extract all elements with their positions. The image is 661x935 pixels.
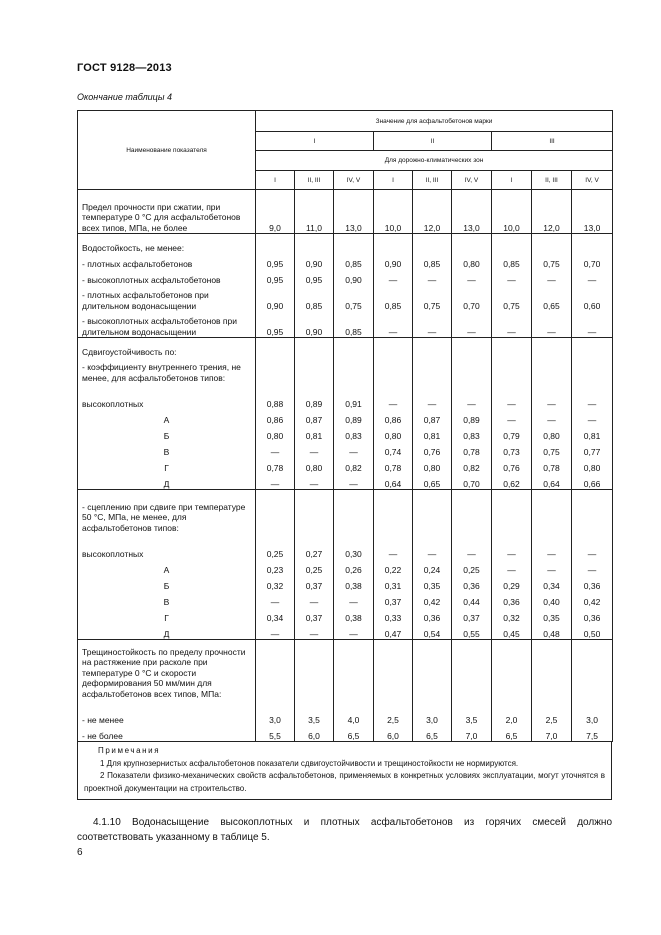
row-label: Г bbox=[78, 607, 256, 623]
value-cell: 0,25 bbox=[256, 533, 295, 559]
value-cell: — bbox=[572, 533, 613, 559]
value-cell: 0,89 bbox=[452, 409, 492, 425]
value-cell: — bbox=[532, 269, 572, 285]
row-label: - высокоплотных асфальтобетонов bbox=[78, 269, 256, 285]
row-label: Г bbox=[78, 457, 256, 473]
value-cell: 0,38 bbox=[334, 575, 374, 591]
value-cell: 0,65 bbox=[413, 473, 452, 490]
zones-header: Для дорожно-климатических зон bbox=[256, 151, 613, 171]
value-cell bbox=[334, 234, 374, 254]
value-cell: 0,87 bbox=[295, 409, 334, 425]
row-label: - высокоплотных асфальтобетонов при длительном водонасыщении bbox=[78, 311, 256, 338]
value-cell bbox=[532, 490, 572, 534]
value-cell: — bbox=[532, 559, 572, 575]
value-cell: 0,85 bbox=[295, 285, 334, 311]
value-cell bbox=[572, 490, 613, 534]
value-cell: 0,83 bbox=[452, 425, 492, 441]
row-label: Трещиностойкость по пределу прочности на растяжение при расколе при температуре 0 °С и скорости деформирования 50 мм/мин для асфальтобетонов всех типов, МПа: bbox=[78, 640, 256, 700]
zone-header: II, III bbox=[532, 171, 572, 190]
value-cell: — bbox=[295, 591, 334, 607]
value-cell: 0,75 bbox=[413, 285, 452, 311]
value-cell: 0,82 bbox=[452, 457, 492, 473]
value-cell: — bbox=[295, 473, 334, 490]
value-cell: — bbox=[492, 533, 532, 559]
value-cell: 0,80 bbox=[532, 425, 572, 441]
row-label: Д bbox=[78, 473, 256, 490]
table-row bbox=[78, 457, 613, 473]
value-cell: — bbox=[572, 383, 613, 409]
value-cell: — bbox=[256, 473, 295, 490]
row-label: - коэффициенту внутреннего трения, не менее, для асфальтобетонов типов: bbox=[78, 357, 256, 383]
value-cell: 0,65 bbox=[532, 285, 572, 311]
table-row bbox=[78, 409, 613, 425]
value-cell: 0,90 bbox=[256, 285, 295, 311]
value-cell bbox=[295, 234, 334, 254]
value-cell: 3,5 bbox=[452, 699, 492, 725]
value-cell: — bbox=[492, 269, 532, 285]
value-group-header: Значение для асфальтобетонов марки bbox=[256, 111, 613, 132]
value-cell: 0,32 bbox=[256, 575, 295, 591]
value-cell bbox=[532, 234, 572, 254]
table-caption: Окончание таблицы 4 bbox=[77, 92, 172, 102]
value-cell: 0,75 bbox=[492, 285, 532, 311]
value-cell: 0,64 bbox=[532, 473, 572, 490]
value-cell: 0,36 bbox=[452, 575, 492, 591]
value-cell bbox=[374, 640, 413, 700]
row-label: высокоплотных bbox=[78, 533, 256, 559]
value-cell: 0,76 bbox=[413, 441, 452, 457]
row-label: Водостойкость, не менее: bbox=[78, 234, 256, 254]
value-cell: 0,22 bbox=[374, 559, 413, 575]
zone-header: I bbox=[256, 171, 295, 190]
value-cell: 0,89 bbox=[295, 383, 334, 409]
value-cell bbox=[413, 234, 452, 254]
value-cell: 0,90 bbox=[374, 253, 413, 269]
value-cell: 0,25 bbox=[452, 559, 492, 575]
zone-header: II, III bbox=[413, 171, 452, 190]
value-cell: 0,70 bbox=[452, 285, 492, 311]
value-cell: 0,85 bbox=[413, 253, 452, 269]
value-cell: 0,78 bbox=[452, 441, 492, 457]
value-cell: — bbox=[334, 441, 374, 457]
value-cell: 0,81 bbox=[295, 425, 334, 441]
table-row bbox=[78, 490, 613, 534]
value-cell: 0,38 bbox=[334, 607, 374, 623]
value-cell: 2,0 bbox=[492, 699, 532, 725]
row-label: Предел прочности при сжатии, при температуре 0 °С для асфальтобетонов всех типов, МПа, не более bbox=[78, 190, 256, 234]
value-cell: — bbox=[572, 559, 613, 575]
value-cell bbox=[492, 338, 532, 358]
value-cell: 6,5 bbox=[413, 725, 452, 742]
value-cell: 0,76 bbox=[492, 457, 532, 473]
zone-header: IV, V bbox=[452, 171, 492, 190]
value-cell bbox=[572, 640, 613, 700]
row-label: А bbox=[78, 409, 256, 425]
table-row bbox=[78, 533, 613, 559]
value-cell: — bbox=[532, 383, 572, 409]
value-cell: 3,0 bbox=[572, 699, 613, 725]
value-cell: — bbox=[532, 533, 572, 559]
value-cell: 0,54 bbox=[413, 623, 452, 640]
value-cell: — bbox=[256, 591, 295, 607]
value-cell: — bbox=[492, 311, 532, 338]
zone-header: I bbox=[374, 171, 413, 190]
value-cell: — bbox=[452, 533, 492, 559]
value-cell bbox=[532, 640, 572, 700]
table-row bbox=[78, 269, 613, 285]
value-cell: 0,85 bbox=[334, 311, 374, 338]
value-cell: 0,80 bbox=[413, 457, 452, 473]
value-cell: 0,31 bbox=[374, 575, 413, 591]
value-cell: 4,0 bbox=[334, 699, 374, 725]
value-cell: 13,0 bbox=[452, 190, 492, 234]
table-row bbox=[78, 253, 613, 269]
table-row bbox=[78, 575, 613, 591]
value-cell: 0,74 bbox=[374, 441, 413, 457]
row-label: Б bbox=[78, 575, 256, 591]
value-cell: 0,34 bbox=[532, 575, 572, 591]
value-cell: 0,50 bbox=[572, 623, 613, 640]
value-cell: 6,5 bbox=[492, 725, 532, 742]
value-cell: 0,42 bbox=[413, 591, 452, 607]
value-cell: — bbox=[413, 383, 452, 409]
row-label: - не менее bbox=[78, 699, 256, 725]
value-cell: 0,35 bbox=[532, 607, 572, 623]
row-label: - плотных асфальтобетонов bbox=[78, 253, 256, 269]
value-cell: 0,95 bbox=[295, 269, 334, 285]
value-cell: 0,80 bbox=[256, 425, 295, 441]
page-number: 6 bbox=[77, 847, 83, 858]
value-cell: 0,37 bbox=[452, 607, 492, 623]
row-label: В bbox=[78, 441, 256, 457]
value-cell: — bbox=[374, 383, 413, 409]
value-cell: 0,75 bbox=[532, 253, 572, 269]
value-cell: 12,0 bbox=[532, 190, 572, 234]
grade-header: II bbox=[374, 132, 492, 151]
value-cell: 13,0 bbox=[572, 190, 613, 234]
row-label: Б bbox=[78, 425, 256, 441]
value-cell: 3,5 bbox=[295, 699, 334, 725]
value-cell bbox=[532, 338, 572, 358]
table-row bbox=[78, 311, 613, 338]
value-cell: — bbox=[256, 441, 295, 457]
table-row bbox=[78, 383, 613, 409]
value-cell: 0,86 bbox=[256, 409, 295, 425]
value-cell: 6,5 bbox=[334, 725, 374, 742]
value-cell: 0,78 bbox=[256, 457, 295, 473]
value-cell: 0,81 bbox=[572, 425, 613, 441]
value-cell: 0,62 bbox=[492, 473, 532, 490]
value-cell bbox=[374, 234, 413, 254]
value-cell bbox=[256, 234, 295, 254]
value-cell: 0,66 bbox=[572, 473, 613, 490]
value-cell: 0,83 bbox=[334, 425, 374, 441]
value-cell bbox=[452, 357, 492, 383]
value-cell bbox=[492, 640, 532, 700]
value-cell: — bbox=[295, 623, 334, 640]
properties-table bbox=[77, 110, 613, 742]
value-cell: — bbox=[572, 311, 613, 338]
value-cell: 0,30 bbox=[334, 533, 374, 559]
value-cell bbox=[256, 338, 295, 358]
table-row bbox=[78, 725, 613, 742]
document-header: ГОСТ 9128—2013 bbox=[77, 62, 172, 74]
value-cell: 0,85 bbox=[334, 253, 374, 269]
value-cell: 7,0 bbox=[452, 725, 492, 742]
value-cell: 0,78 bbox=[374, 457, 413, 473]
value-cell bbox=[295, 338, 334, 358]
grade-header: I bbox=[256, 132, 374, 151]
value-cell: 0,70 bbox=[452, 473, 492, 490]
value-cell bbox=[334, 338, 374, 358]
value-cell bbox=[256, 640, 295, 700]
value-cell: 3,0 bbox=[413, 699, 452, 725]
value-cell bbox=[334, 640, 374, 700]
value-cell: — bbox=[334, 623, 374, 640]
value-cell: 0,36 bbox=[572, 607, 613, 623]
row-label: А bbox=[78, 559, 256, 575]
value-cell: 0,95 bbox=[256, 269, 295, 285]
value-cell: 13,0 bbox=[334, 190, 374, 234]
value-cell: 0,24 bbox=[413, 559, 452, 575]
value-cell bbox=[452, 234, 492, 254]
value-cell: 0,70 bbox=[572, 253, 613, 269]
row-label: - сцеплению при сдвиге при температуре 50 °С, МПа, не менее, для асфальтобетонов типов: bbox=[78, 490, 256, 534]
value-cell bbox=[413, 490, 452, 534]
value-cell: 0,85 bbox=[492, 253, 532, 269]
value-cell: 0,23 bbox=[256, 559, 295, 575]
value-cell: 0,89 bbox=[334, 409, 374, 425]
value-cell: 10,0 bbox=[492, 190, 532, 234]
value-cell: — bbox=[492, 383, 532, 409]
value-cell: 0,77 bbox=[572, 441, 613, 457]
value-cell: 0,82 bbox=[334, 457, 374, 473]
value-cell: 0,60 bbox=[572, 285, 613, 311]
value-cell: 7,5 bbox=[572, 725, 613, 742]
value-cell: 0,55 bbox=[452, 623, 492, 640]
value-cell: 0,37 bbox=[295, 607, 334, 623]
value-cell: 0,29 bbox=[492, 575, 532, 591]
value-cell bbox=[492, 490, 532, 534]
row-label: - плотных асфальтобетонов при длительном водонасыщении bbox=[78, 285, 256, 311]
value-cell: 3,0 bbox=[256, 699, 295, 725]
value-cell bbox=[452, 640, 492, 700]
table-row bbox=[78, 425, 613, 441]
value-cell: — bbox=[374, 311, 413, 338]
value-cell bbox=[334, 357, 374, 383]
value-cell: 0,75 bbox=[334, 285, 374, 311]
value-cell bbox=[532, 357, 572, 383]
value-cell bbox=[295, 640, 334, 700]
table-row bbox=[78, 285, 613, 311]
value-cell: 2,5 bbox=[532, 699, 572, 725]
note-item: 1 Для крупнозернистых асфальтобетонов показатели сдвигоустойчивости и трещиностойкости не нормируются. bbox=[100, 758, 519, 768]
value-cell: — bbox=[374, 533, 413, 559]
value-cell: 0,73 bbox=[492, 441, 532, 457]
value-cell: 0,35 bbox=[413, 575, 452, 591]
zone-header: IV, V bbox=[572, 171, 613, 190]
value-cell: — bbox=[452, 311, 492, 338]
value-cell: — bbox=[413, 311, 452, 338]
table-row bbox=[78, 591, 613, 607]
value-cell bbox=[295, 490, 334, 534]
value-cell: 6,0 bbox=[374, 725, 413, 742]
value-cell: 0,40 bbox=[532, 591, 572, 607]
value-cell: 0,80 bbox=[295, 457, 334, 473]
row-label: Д bbox=[78, 623, 256, 640]
value-cell bbox=[256, 490, 295, 534]
value-cell: — bbox=[452, 383, 492, 409]
value-cell bbox=[572, 234, 613, 254]
value-cell: 0,36 bbox=[492, 591, 532, 607]
table-row bbox=[78, 441, 613, 457]
value-cell: 0,95 bbox=[256, 311, 295, 338]
value-cell: 10,0 bbox=[374, 190, 413, 234]
value-cell: 0,45 bbox=[492, 623, 532, 640]
table-row bbox=[78, 338, 613, 358]
zone-header: I bbox=[492, 171, 532, 190]
value-cell: — bbox=[295, 441, 334, 457]
table-row bbox=[78, 623, 613, 640]
value-cell: 5,5 bbox=[256, 725, 295, 742]
value-cell: 9,0 bbox=[256, 190, 295, 234]
value-cell bbox=[572, 357, 613, 383]
value-cell: 0,79 bbox=[492, 425, 532, 441]
table-row bbox=[78, 190, 613, 234]
value-cell: 7,0 bbox=[532, 725, 572, 742]
value-cell bbox=[334, 490, 374, 534]
value-cell: — bbox=[492, 409, 532, 425]
table-row bbox=[78, 473, 613, 490]
table-row bbox=[78, 640, 613, 700]
value-cell: — bbox=[374, 269, 413, 285]
value-cell: 0,81 bbox=[413, 425, 452, 441]
value-cell: 0,44 bbox=[452, 591, 492, 607]
value-cell bbox=[572, 338, 613, 358]
table-row bbox=[78, 357, 613, 383]
value-cell: 0,75 bbox=[532, 441, 572, 457]
value-cell: 12,0 bbox=[413, 190, 452, 234]
row-label: - не более bbox=[78, 725, 256, 742]
value-cell: 0,47 bbox=[374, 623, 413, 640]
value-cell: — bbox=[572, 409, 613, 425]
value-cell: 0,90 bbox=[334, 269, 374, 285]
value-cell: 0,48 bbox=[532, 623, 572, 640]
row-label: высокоплотных bbox=[78, 383, 256, 409]
value-cell: 0,90 bbox=[295, 311, 334, 338]
notes-title: Примечания bbox=[98, 746, 161, 755]
value-cell: 0,91 bbox=[334, 383, 374, 409]
name-column-header: Наименование показателя bbox=[78, 111, 256, 190]
value-cell bbox=[413, 640, 452, 700]
value-cell: — bbox=[452, 269, 492, 285]
row-label: В bbox=[78, 591, 256, 607]
note-item: 2 Показатели физико-механических свойств асфальтобетонов, применяемых в конкретных условиях эксплуатации, могут уточнятся в проектной документации на строительство. bbox=[84, 771, 605, 793]
value-cell: — bbox=[413, 533, 452, 559]
value-cell: 0,80 bbox=[374, 425, 413, 441]
value-cell: 0,36 bbox=[572, 575, 613, 591]
value-cell bbox=[492, 234, 532, 254]
grade-header: III bbox=[492, 132, 613, 151]
value-cell: 0,27 bbox=[295, 533, 334, 559]
value-cell: 0,80 bbox=[452, 253, 492, 269]
value-cell: 0,25 bbox=[295, 559, 334, 575]
row-label: Сдвигоустойчивость по: bbox=[78, 338, 256, 358]
table-row bbox=[78, 607, 613, 623]
value-cell: — bbox=[572, 269, 613, 285]
value-cell: 0,34 bbox=[256, 607, 295, 623]
value-cell: 0,37 bbox=[374, 591, 413, 607]
value-cell: — bbox=[256, 623, 295, 640]
value-cell bbox=[492, 357, 532, 383]
value-cell bbox=[413, 338, 452, 358]
value-cell bbox=[374, 357, 413, 383]
value-cell: 0,80 bbox=[572, 457, 613, 473]
value-cell bbox=[452, 490, 492, 534]
value-cell: — bbox=[334, 591, 374, 607]
value-cell: 11,0 bbox=[295, 190, 334, 234]
value-cell: 0,36 bbox=[413, 607, 452, 623]
body-paragraph: 4.1.10 Водонасыщение высокоплотных и плотных асфальтобетонов из горячих смесей должно соответствовать указанному в таблице 5. bbox=[77, 817, 612, 843]
value-cell bbox=[256, 357, 295, 383]
value-cell bbox=[374, 338, 413, 358]
value-cell: 0,26 bbox=[334, 559, 374, 575]
table-row bbox=[78, 559, 613, 575]
value-cell: — bbox=[492, 559, 532, 575]
value-cell bbox=[452, 338, 492, 358]
value-cell: 2,5 bbox=[374, 699, 413, 725]
value-cell: 0,78 bbox=[532, 457, 572, 473]
value-cell: 0,86 bbox=[374, 409, 413, 425]
value-cell: 0,64 bbox=[374, 473, 413, 490]
value-cell: 0,95 bbox=[256, 253, 295, 269]
value-cell: 0,37 bbox=[295, 575, 334, 591]
value-cell: 0,88 bbox=[256, 383, 295, 409]
table-notes bbox=[77, 742, 612, 800]
value-cell bbox=[374, 490, 413, 534]
value-cell bbox=[413, 357, 452, 383]
value-cell: 0,85 bbox=[374, 285, 413, 311]
value-cell: 0,32 bbox=[492, 607, 532, 623]
zone-header: IV, V bbox=[334, 171, 374, 190]
value-cell: — bbox=[532, 409, 572, 425]
value-cell bbox=[295, 357, 334, 383]
value-cell: 0,33 bbox=[374, 607, 413, 623]
value-cell: — bbox=[334, 473, 374, 490]
value-cell: — bbox=[532, 311, 572, 338]
zone-header: II, III bbox=[295, 171, 334, 190]
table-row bbox=[78, 699, 613, 725]
value-cell: 0,42 bbox=[572, 591, 613, 607]
table-row bbox=[78, 234, 613, 254]
value-cell: 6,0 bbox=[295, 725, 334, 742]
value-cell: 0,87 bbox=[413, 409, 452, 425]
value-cell: 0,90 bbox=[295, 253, 334, 269]
value-cell: — bbox=[413, 269, 452, 285]
